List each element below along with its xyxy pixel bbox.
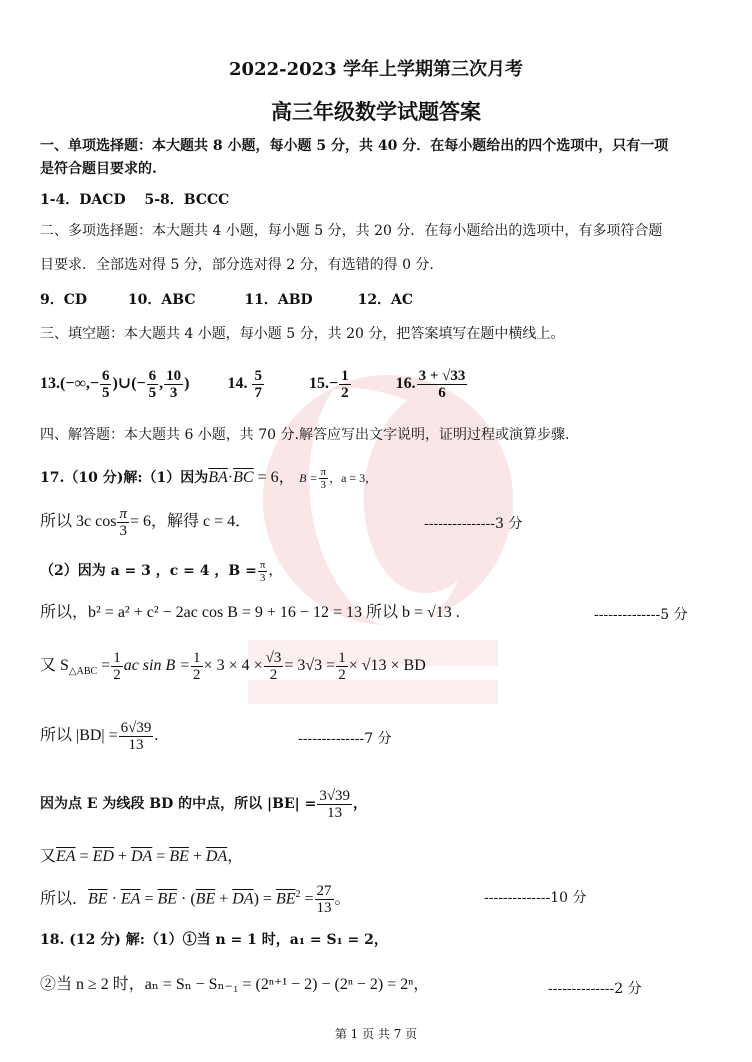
q17-line8: 又$\overline{EA} = \overline{ED} + \overline{DA} = \overline{BE} + \overline{DA}$， [40, 848, 244, 865]
score-mark-10: --------------10 分 [484, 890, 587, 906]
section1-heading-cont: 是符合题目要求的. [40, 161, 157, 177]
section1-heading: 一、单项选择题：本大题共 8 小题，每小题 5 分，共 40 分．在每小题给出的四个选项中，只有一项 [40, 138, 669, 154]
answer-11: 11．ABD [244, 292, 313, 308]
fill-in-answers: 13.(−∞,− $\frac{6}{5}$ )∪(− $\frac{6}{5}$ , $\frac{10}{3}$ ) 14. $\frac{5}{7}$ 15.− $\frac{1}{2}$ 16. $\frac{3 + √33}{6}$ [40, 362, 468, 406]
q17-line5: 又 $S_{\triangle ABC}$ = $\frac{1}{2}$ ac sin B = $\frac{1}{2}$ × 3 × 4 × $\frac{√3}{2}$ = 3√3 = $\frac{1}{2}$ × √13 × BD [40, 649, 426, 683]
page-subtitle: 高三年级数学试题答案 [271, 99, 481, 124]
answer-12: 12．AC [357, 292, 414, 308]
section1-answers: 1-4．DACD 5-8．BCCC [40, 192, 230, 208]
answer-10: 10．ABC [127, 292, 196, 308]
q17-line1: 17.（10 分)解:（1）因为$\overline{BA}\cdot\overline{BC} = 6$， B = $\frac{\pi}{3}$ ，a = 3， [40, 465, 378, 491]
answer-9: 9．CD [40, 292, 88, 308]
q17-line4: 所以，b² = a² + c² − 2ac cos B = 9 + 16 − 12 = 13 所以 b = √13 . [40, 604, 460, 621]
section4-heading: 四、解答题：本大题共 6 小题，共 70 分.解答应写出文字说明，证明过程或演算步骤. [40, 427, 570, 443]
score-mark-2: --------------2 分 [548, 981, 642, 997]
q17-line7: 因为点 E 为线段 BD 的中点，所以 |BE| = $\frac{3√39}{13}$ ， [40, 787, 368, 821]
q17-line2: 所以 3c cos $\frac{\pi}{3}$ = 6，解得 c = 4． [40, 505, 252, 539]
section2-heading: 二、多项选择题：本大题共 4 小题，每小题 5 分，共 20 分．在每小题给出的选项中，有多项符合题 [40, 223, 663, 239]
score-mark-5: --------------5 分 [594, 607, 688, 623]
q14-answer: 14. $\frac{5}{7}$ [227, 367, 262, 401]
section2-answers [40, 291, 413, 309]
page-footer: 第 1 页 共 7 页 [334, 1027, 418, 1041]
q17-line3: （2）因为 a = 3 ，c = 4 ，B = $\frac{\pi}{3}$ ， [40, 558, 283, 584]
score-mark-3: ---------------3 分 [424, 516, 523, 532]
score-mark-7: --------------7 分 [298, 731, 392, 747]
section2-heading-cont: 目要求．全部选对得 5 分，部分选对得 2 分，有选错的得 0 分. [40, 257, 434, 273]
fraction: $\frac{6}{5}$ [101, 367, 110, 401]
q16-answer: 16. $\frac{3 + √33}{6}$ [395, 367, 466, 401]
fraction: $\frac{10}{3}$ [166, 367, 182, 401]
q15-answer: 15.− $\frac{1}{2}$ [308, 367, 349, 401]
section3-heading: 三、填空题：本大题共 4 小题，每小题 5 分，共 20 分，把答案填写在题中横线上。 [40, 326, 565, 342]
fraction: $\frac{6}{5}$ [148, 367, 157, 401]
q17-line6: 所以 |BD| = $\frac{6√39}{13}$ . [40, 719, 159, 753]
q18-line2: ②当 n ≥ 2 时，aₙ = Sₙ − Sₙ₋₁ = (2ⁿ⁺¹ − 2) − (2ⁿ − 2) = 2ⁿ， [40, 976, 430, 993]
q18-line1: 18. (12 分) 解:（1）①当 n = 1 时，a₁ = S₁ = 2， [40, 932, 388, 948]
q17-line9: 所以．$\overline{BE} \cdot \overline{EA} = \overline{BE} \cdot (\overline{BE} + \overline{DA}) = \overline{BE}^2$ = $\frac{27}{13}$ 。 [40, 883, 351, 917]
page-title: 2022-2023 学年上学期第三次月考 [229, 59, 523, 80]
